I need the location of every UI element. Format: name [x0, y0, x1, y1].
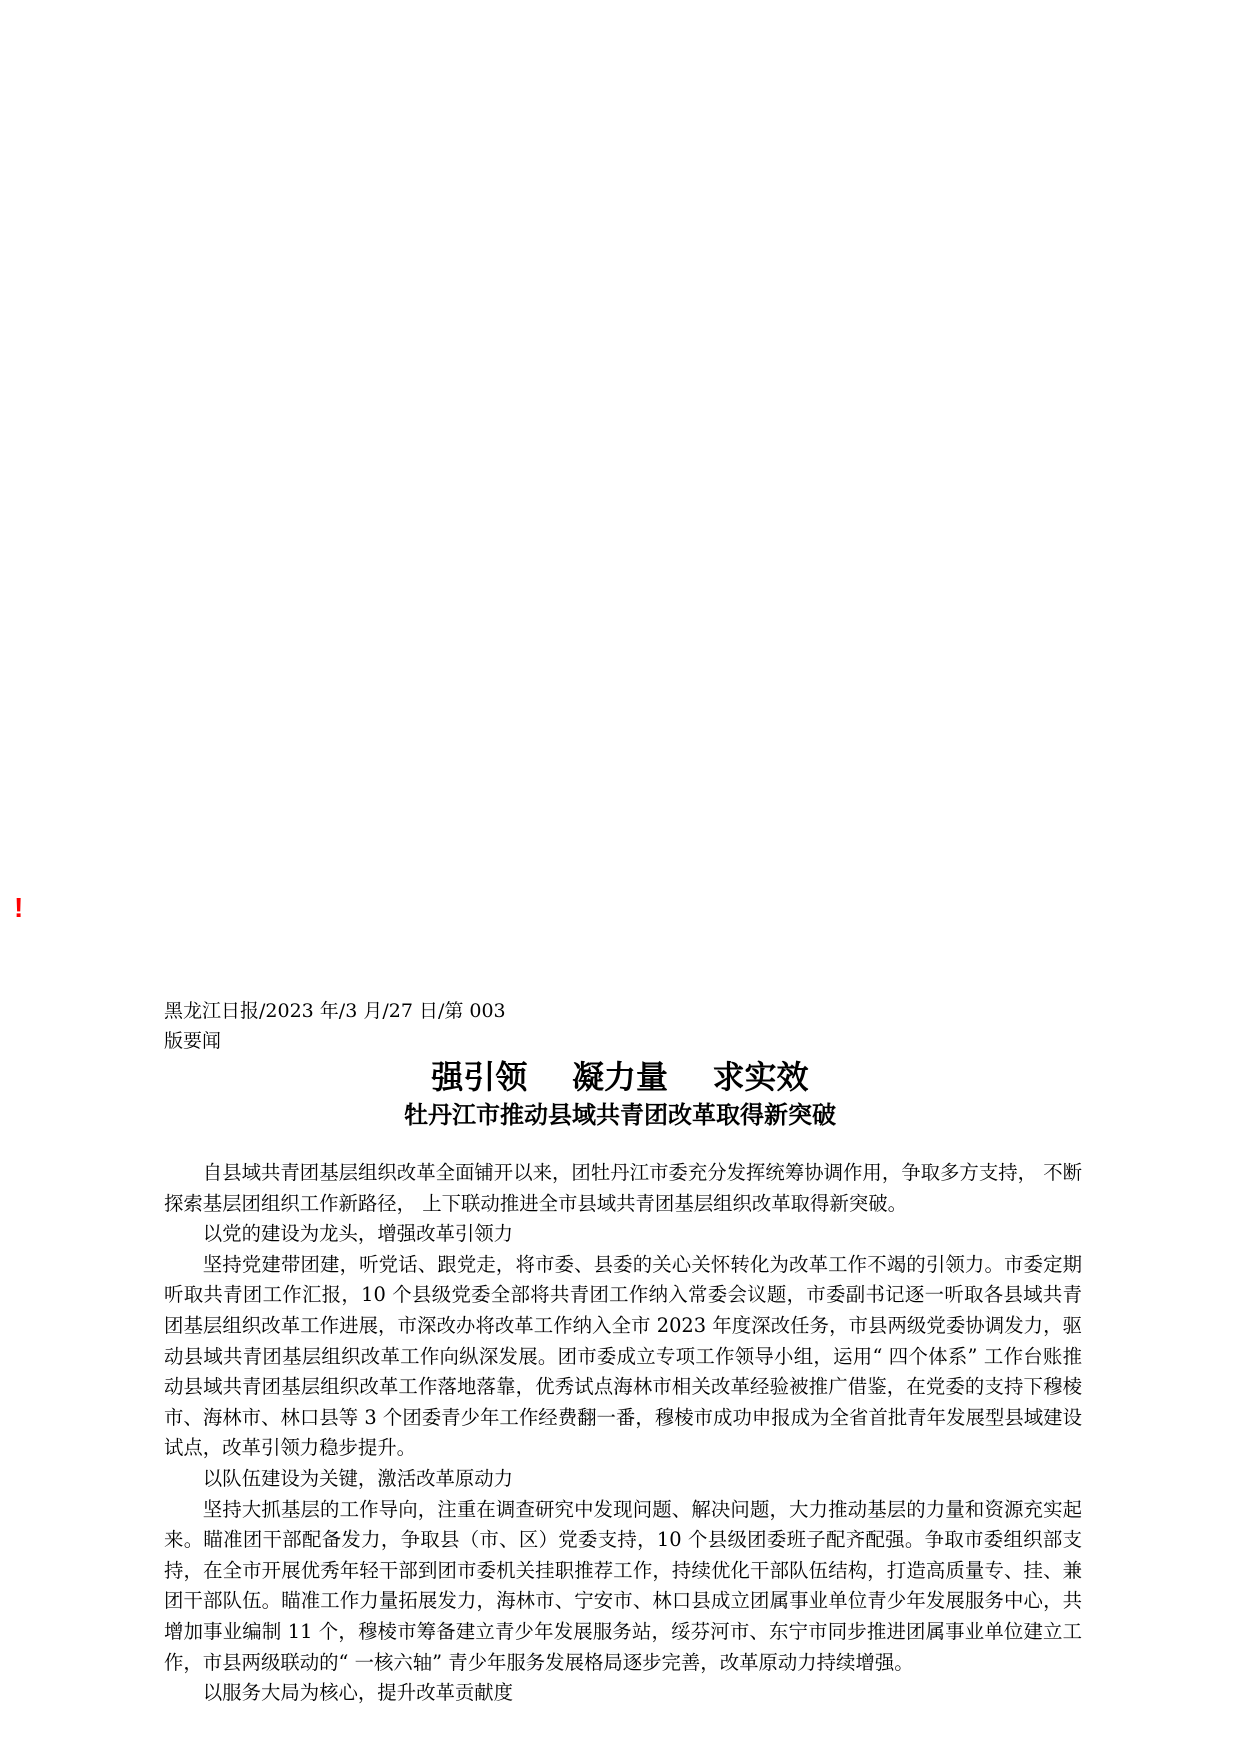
paragraph-intro: 自县域共青团基层组织改革全面铺开以来，团牡丹江市委充分发挥统筹协调作用，争取多方支持， 不断探索基层团组织工作新路径， 上下联动推进全市县域共青团基层组织改革取得新突破。: [164, 1161, 1082, 1215]
section-heading-team-building: 以队伍建设为关键，激活改革原动力: [202, 1466, 514, 1490]
article-subtitle: 牡丹江市推动县域共青团改革取得新突破: [404, 1101, 836, 1129]
section-heading-service: 以服务大局为核心，提升改革贡献度: [202, 1681, 514, 1705]
section-heading-party-building: 以党的建设为龙头，增强改革引领力: [202, 1222, 514, 1246]
source-line-2: 版要闻: [164, 1030, 222, 1052]
article-title: 强引领 凝力量 求实效: [431, 1058, 809, 1096]
source-line: [164, 996, 544, 1056]
red-exclamation-marker: !: [14, 892, 24, 923]
article-body: [164, 1158, 1082, 1709]
paragraph-party-building: 坚持党建带团建，听党话、跟党走，将市委、县委的关心关怀转化为改革工作不竭的引领力。市委定期听取共青团工作汇报，10 个县级党委全部将共青团工作纳入常委会议题，市委副书记逐一听取各县域共青团基层组织改革工作进展，市深改办将改革工作纳入全市 2023 年度深改任务，市县两级党委协调发力，驱动县域共青团基层组织改革工作向纵深发展。团市委成立专项工作领导小组，运用“ 四个体系” 工作台账推动县域共青团基层组织改革工作落地落靠，优秀试点海林市相关改革经验被推广借鉴，在党委的支持下穆棱市、海林市、林口县等 3 个团委青少年工作经费翻一番，穆棱市成功申报成为全省首批青年发展型县域建设试点，改革引领力稳步提升。: [164, 1252, 1082, 1460]
source-line-1: 黑龙江日报/2023 年/3 月/27 日/第 003: [164, 1000, 506, 1022]
paragraph-team-building: 坚持大抓基层的工作导向，注重在调查研究中发现问题、解决问题，大力推动基层的力量和资源充实起来。瞄准团干部配备发力，争取县（市、区）党委支持，10 个县级团委班子配齐配强。争取市委组织部支持，在全市开展优秀年轻干部到团市委机关挂职推荐工作，持续优化干部队伍结构，打造高质量专、挂、兼团干部队伍。瞄准工作力量拓展发力，海林市、宁安市、林口县成立团属事业单位青少年发展服务中心，共增加事业编制 11 个，穆棱市筹备建立青少年发展服务站，绥芬河市、东宁市同步推进团属事业单位建立工作，市县两级联动的“ 一核六轴” 青少年服务发展格局逐步完善，改革原动力持续增强。: [164, 1497, 1082, 1674]
